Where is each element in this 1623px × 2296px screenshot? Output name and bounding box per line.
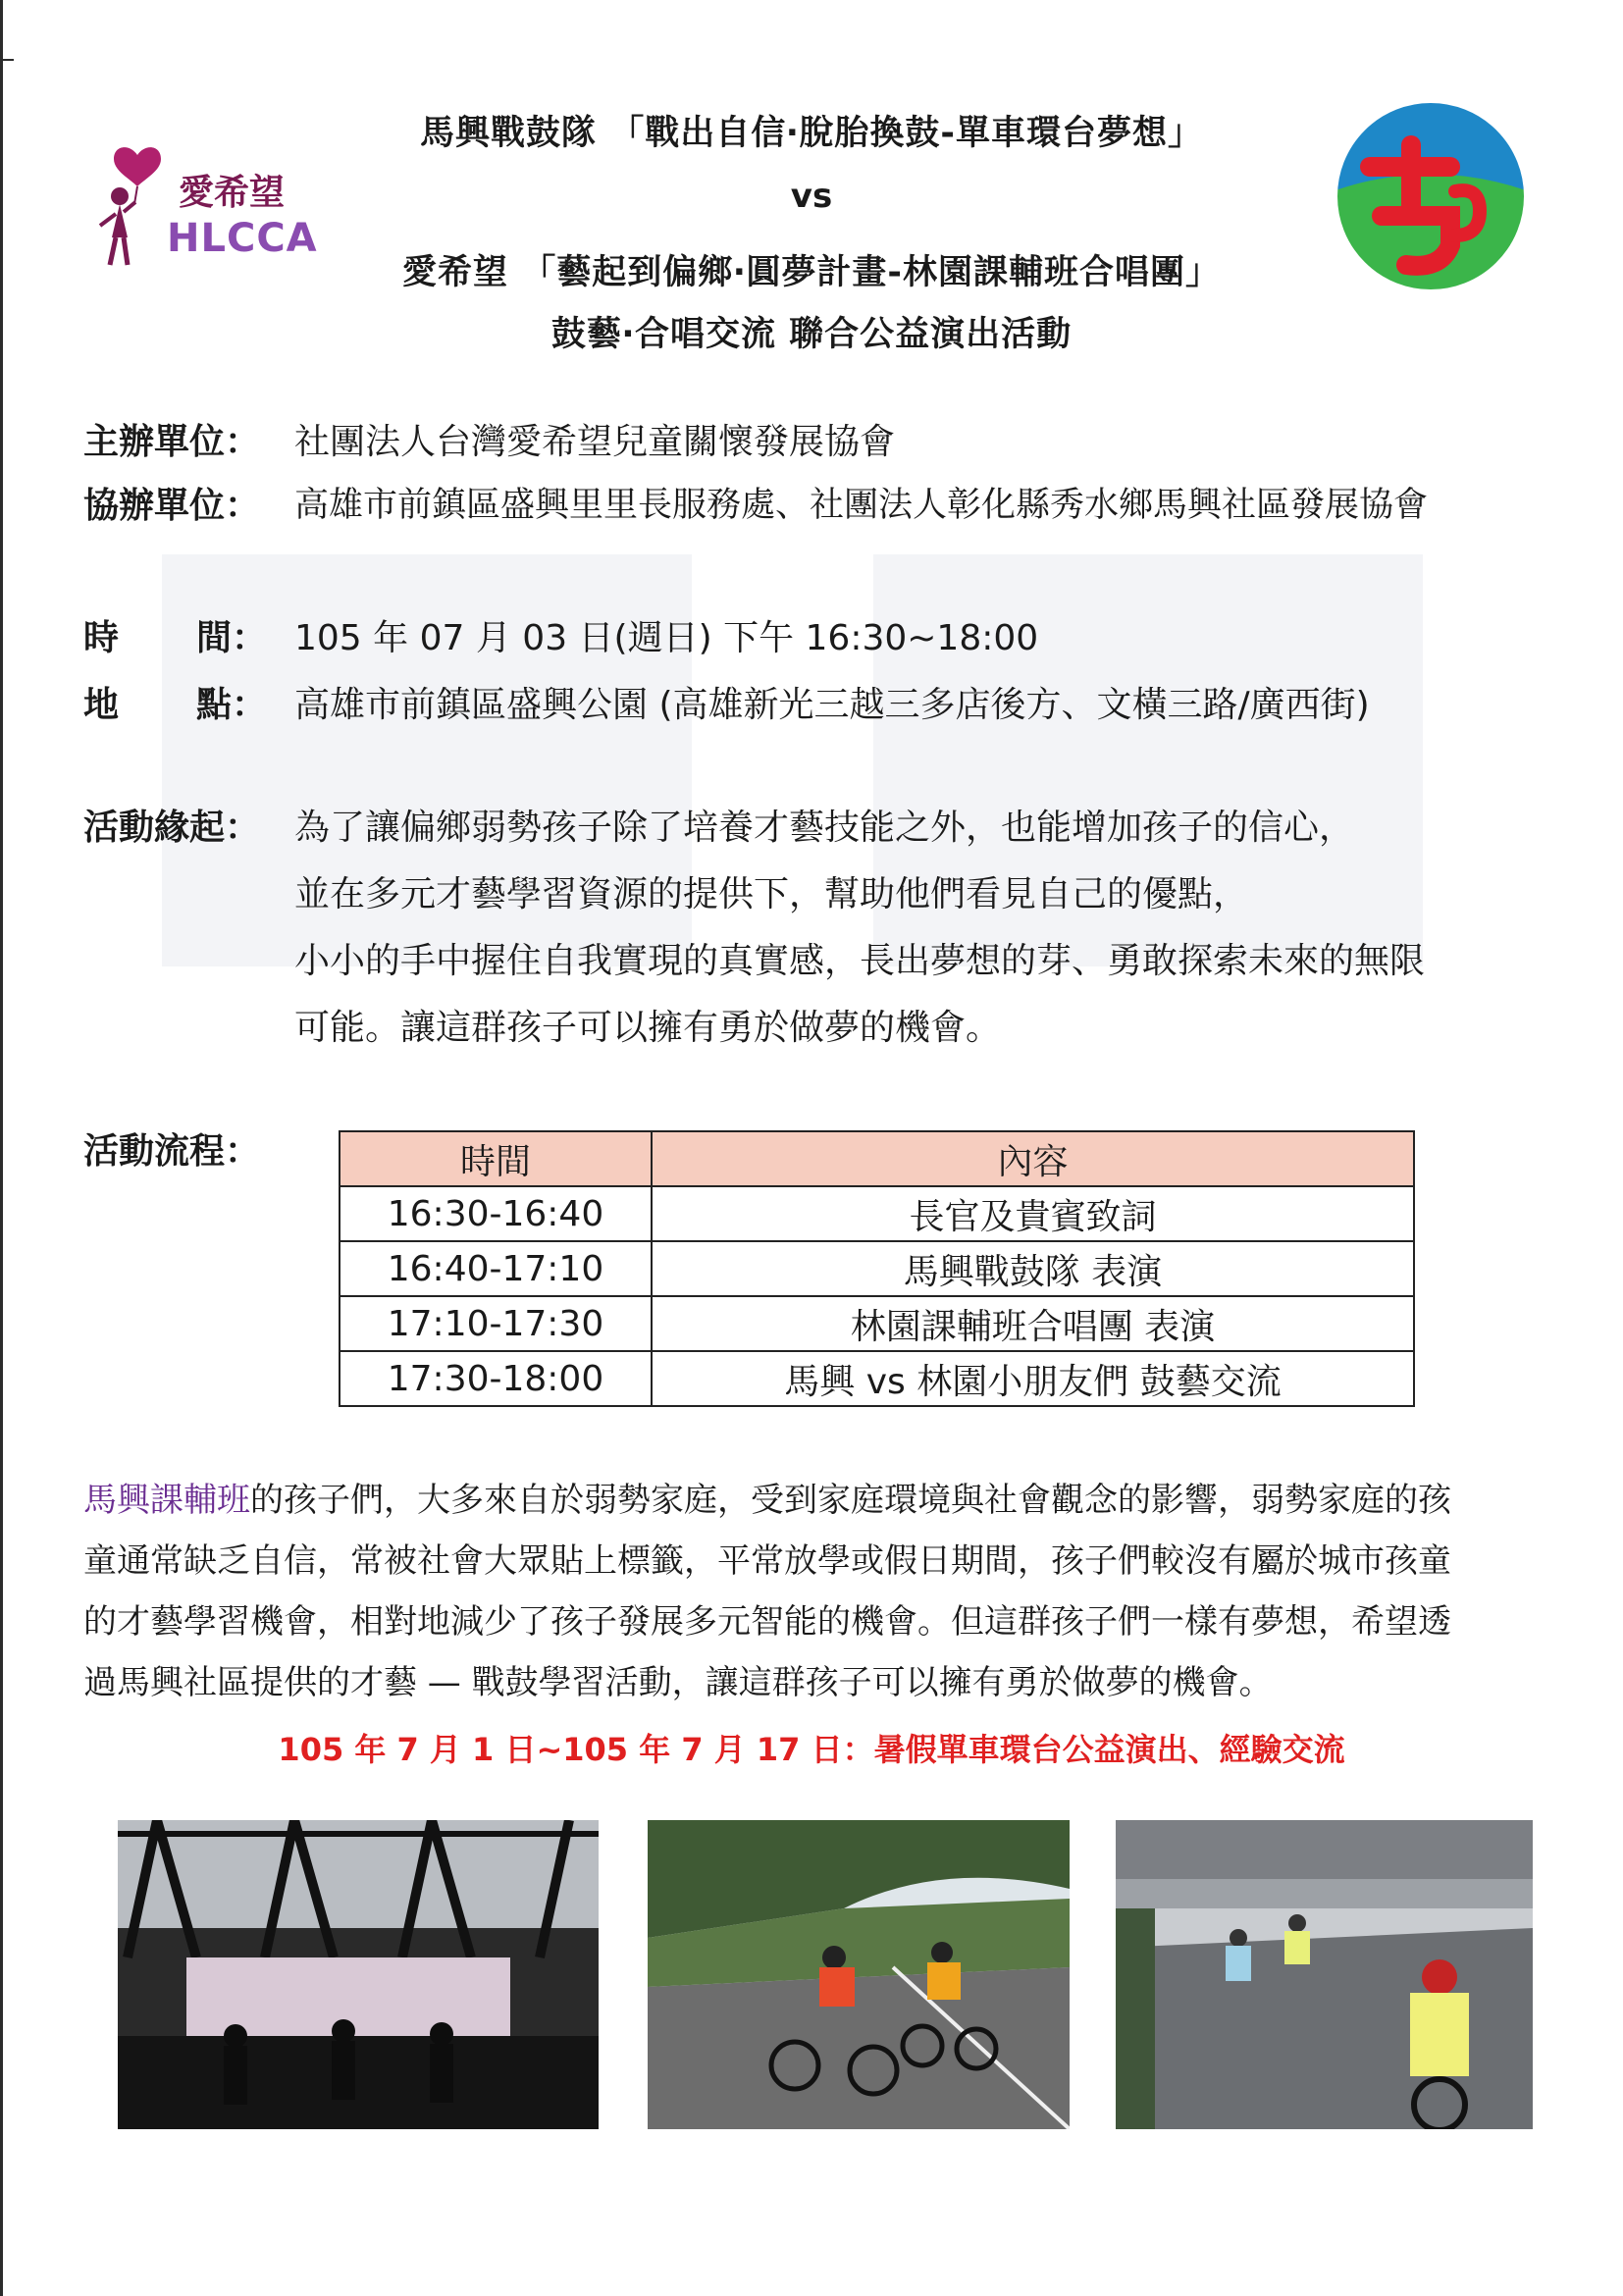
place-label-b: 點： [196,685,268,725]
body-highlight: 馬興課輔班 [83,1481,250,1520]
column-header-time: 時間 [340,1131,652,1186]
origin-line: 小小的手中握住自我實現的真實感，長出夢想的芽、勇敢探索未來的無限 [294,941,1426,981]
cell-time: 17:10-17:30 [340,1296,652,1351]
photo-stage-performance-image [118,1820,599,2129]
body-line-4: 過馬興社區提供的才藝 — 戰鼓學習活動，讓這群孩子可以擁有勇於做夢的機會。 [83,1663,1273,1702]
body-paragraph [83,1470,1555,1713]
origin-line: 並在多元才藝學習資源的提供下，幫助他們看見自己的優點， [294,874,1249,914]
table-row [340,1241,1414,1296]
photo-cyclists-rain-image [1116,1820,1533,2129]
photo-stage-performance [118,1820,599,2129]
coorganizer-label: 協辦單位： [83,486,261,526]
hlcca-logo-cn: 愛希望 [179,172,286,213]
organizer-label: 主辦單位： [83,422,261,462]
cell-content: 馬興 vs 林園小朋友們 鼓藝交流 [652,1351,1414,1406]
hlcca-logo-en: HLCCA [167,216,318,261]
place-label-a: 地 [83,685,120,725]
title-line-2: 愛希望 「藝起到偏鄉‧圓夢計畫-林園課輔班合唱團」 [402,253,1221,292]
tour-date-note: 105 年 7 月 1 日~105 年 7 月 17 日：暑假單車環台公益演出、經驗交流 [278,1731,1345,1768]
table-row [340,1186,1414,1241]
column-header-content: 內容 [652,1131,1414,1186]
organizer-value: 社團法人台灣愛希望兒童關懷發展協會 [294,422,896,462]
origin-label: 活動緣起： [83,808,261,848]
scan-edge-tick [0,59,14,61]
cell-time: 17:30-18:00 [340,1351,652,1406]
title-vs: vs [790,177,833,216]
body-line-1 [83,1470,1555,1531]
table-row [340,1296,1414,1351]
schedule-table [339,1130,1415,1407]
origin-line: 可能。讓這群孩子可以擁有勇於做夢的機會。 [294,1008,1002,1048]
time-value: 105 年 07 月 03 日(週日) 下午 16:30~18:00 [294,618,1039,658]
origin-line: 為了讓偏鄉弱勢孩子除了培養才藝技能之外，也能增加孩子的信心， [294,808,1355,848]
coorganizer-value: 高雄市前鎮區盛興里里長服務處、社團法人彰化縣秀水鄉馬興社區發展協會 [294,486,1429,525]
body-line-3: 的才藝學習機會，相對地減少了孩子發展多元智能的機會。但這群孩子們一樣有夢想，希望透 [83,1602,1451,1642]
photo-cyclists-road [648,1820,1070,2129]
cell-content: 長官及貴賓致詞 [652,1186,1414,1241]
cell-time: 16:40-17:10 [340,1241,652,1296]
schedule-label: 活動流程： [83,1131,261,1172]
title-line-1: 馬興戰鼓隊 「戰出自信‧脫胎換鼓-單車環台夢想」 [420,114,1203,153]
photo-cyclists-rain [1116,1820,1533,2129]
body-line-1-text: 的孩子們，大多來自於弱勢家庭，受到家庭環境與社會觀念的影響，弱勢家庭的孩 [250,1481,1451,1520]
table-row [340,1351,1414,1406]
cell-time: 16:30-16:40 [340,1186,652,1241]
place-value: 高雄市前鎮區盛興公園 (高雄新光三越三多店後方、文橫三路/廣西街) [294,685,1370,725]
title-line-3: 鼓藝‧合唱交流 聯合公益演出活動 [550,315,1073,354]
body-line-2: 童通常缺乏自信，常被社會大眾貼上標籤，平常放學或假日期間，孩子們較沒有屬於城市孩童 [83,1541,1451,1581]
table-header-row [340,1131,1414,1186]
cell-content: 馬興戰鼓隊 表演 [652,1241,1414,1296]
time-label-b: 間： [196,618,268,658]
time-label-a: 時 [83,618,120,658]
photo-cyclists-road-image [648,1820,1070,2129]
cell-content: 林園課輔班合唱團 表演 [652,1296,1414,1351]
